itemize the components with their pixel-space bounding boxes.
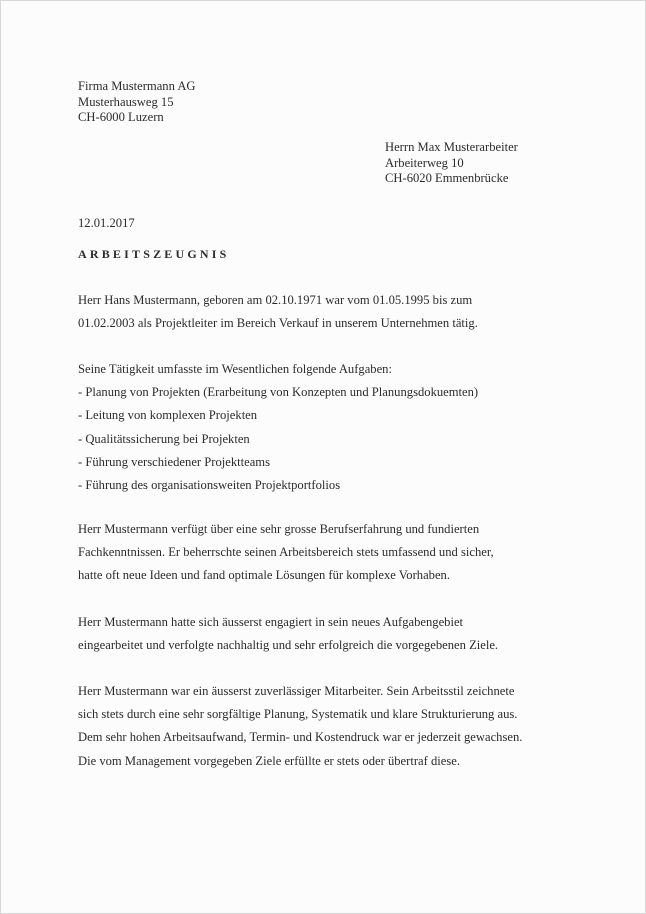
recipient-name: Herrn Max Musterarbeiter — [385, 140, 518, 154]
sender-city: CH-6000 Luzern — [78, 110, 164, 124]
tasks-heading: Seine Tätigkeit umfasste im Wesentlichen folgende Aufgaben: — [78, 362, 392, 376]
sender-company: Firma Mustermann AG — [78, 79, 196, 93]
paragraph-line: Herr Hans Mustermann, geboren am 02.10.1971 war vom 01.05.1995 bis zum — [78, 293, 473, 307]
task-list-item: - Führung des organisationsweiten Projektportfolios — [78, 478, 341, 493]
paragraph-line: eingearbeitet und verfolgte nachhaltig und sehr erfolgreich die vorgegebenen Ziele. — [78, 638, 499, 653]
task-list-item: - Führung verschiedener Projektteams — [78, 454, 270, 469]
experience-paragraph — [78, 518, 494, 588]
document-date: 12.01.2017 — [78, 216, 135, 230]
paragraph-line: Herr Mustermann hatte sich äusserst engagiert in sein neues Aufgabengebiet — [78, 615, 464, 629]
engagement-paragraph — [78, 611, 498, 657]
sender-address — [78, 79, 196, 126]
tasks-section — [78, 358, 478, 497]
document-title: ARBEITSZEUGNIS — [78, 247, 230, 261]
recipient-street: Arbeiterweg 10 — [385, 155, 464, 170]
task-list-item: - Planung von Projekten (Erarbeitung von Konzepten und Planungsdokuemten) — [78, 385, 479, 400]
recipient-address — [385, 140, 518, 187]
paragraph-line: Herr Mustermann verfügt über eine sehr grosse Berufserfahrung und fundierten — [78, 522, 480, 536]
paragraph-line: Herr Mustermann war ein äusserst zuverlässiger Mitarbeiter. Sein Arbeitsstil zeichnete — [78, 684, 515, 698]
sender-street: Musterhausweg 15 — [78, 94, 174, 109]
task-list-item: - Qualitätssicherung bei Projekten — [78, 431, 250, 446]
paragraph-line: sich stets durch eine sehr sorgfältige Planung, Systematik und klare Strukturierung aus. — [78, 707, 518, 722]
reliability-paragraph — [78, 680, 522, 773]
intro-paragraph — [78, 289, 478, 335]
paragraph-line: 01.02.2003 als Projektleiter im Bereich Verkauf in unserem Unternehmen tätig. — [78, 316, 478, 331]
paragraph-line: Dem sehr hohen Arbeitsaufwand, Termin- und Kostendruck war er jederzeit gewachsen. — [78, 730, 523, 745]
paragraph-line: hatte oft neue Ideen und fand optimale Lösungen für komplexe Vorhaben. — [78, 568, 450, 583]
paragraph-line: Die vom Management vorgegeben Ziele erfüllte er stets oder übertraf diese. — [78, 753, 460, 768]
recipient-city: CH-6020 Emmenbrücke — [385, 171, 509, 185]
paragraph-line: Fachkenntnissen. Er beherrschte seinen Arbeitsbereich stets umfassend und sicher, — [78, 545, 494, 560]
task-list-item: - Leitung von komplexen Projekten — [78, 408, 258, 423]
